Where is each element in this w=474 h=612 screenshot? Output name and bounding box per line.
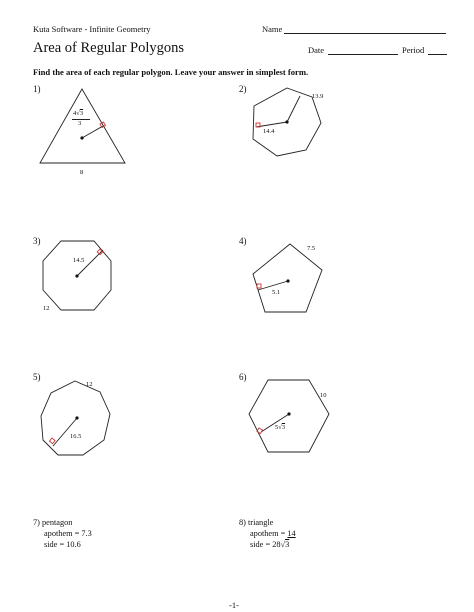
problem-number: 3): [33, 236, 41, 246]
side-label: 10: [320, 392, 327, 399]
radical-sign: √: [280, 540, 286, 549]
problem-number: 2): [239, 84, 247, 94]
apothem-text-label: apothem =: [250, 529, 288, 538]
center-point: [75, 274, 78, 277]
period-label: Period: [402, 45, 425, 55]
apothem-segment: [82, 126, 103, 138]
shape-name: pentagon: [42, 518, 73, 527]
apothem-coefficient: 5: [275, 424, 279, 431]
apothem-label: 14.4: [263, 128, 275, 135]
problem-8-apothem: [250, 529, 296, 538]
side-label: 7.5: [307, 245, 316, 252]
center-point: [80, 136, 83, 139]
right-angle-marker: [49, 438, 55, 444]
problem-8-shape: [239, 518, 273, 527]
triangle-figure: [40, 89, 125, 163]
problem-number: 6): [239, 372, 247, 382]
apothem-text-label: apothem =: [44, 529, 82, 538]
date-label: Date: [308, 45, 325, 55]
side-text-label: side =: [44, 540, 67, 549]
apothem-segment: [256, 122, 287, 127]
name-label: Name: [262, 24, 283, 34]
shape-name: triangle: [248, 518, 274, 527]
problem-number: 8): [239, 518, 246, 527]
side-label: 12: [86, 381, 93, 388]
apothem-value: 7.3: [81, 529, 92, 538]
hexagon-outline: [249, 380, 329, 452]
radical-sign: √: [278, 424, 282, 431]
apothem-denominator: 3: [78, 120, 82, 127]
worksheet-title: Area of Regular Polygons: [33, 40, 185, 56]
apothem-segment: [53, 418, 77, 446]
page-number: -1-: [229, 600, 239, 610]
problem-number: 1): [33, 84, 41, 94]
problem-number: 5): [33, 372, 41, 382]
apothem-value: 14: [287, 529, 296, 538]
triangle-outline: [40, 89, 125, 163]
problem-number: 7): [33, 518, 40, 527]
radius-label: 14.5: [73, 257, 85, 264]
side-coefficient: 28: [272, 540, 281, 549]
problem-8-side: [250, 540, 289, 549]
hexagon-figure: [249, 380, 329, 452]
radical-sign: √: [76, 110, 80, 117]
side-label: 13.9: [312, 93, 324, 100]
pentagon-outline: [253, 244, 322, 312]
apothem-label: 16.5: [70, 433, 82, 440]
apothem-radicand: 3: [281, 424, 286, 431]
side-label: 8: [80, 169, 84, 176]
problem-7-apothem: [44, 529, 92, 538]
side-value: 10.6: [66, 540, 81, 549]
apothem-coefficient: 4: [73, 110, 77, 117]
apothem-radicand: 3: [79, 110, 84, 117]
radius-segment: [287, 96, 300, 122]
problem-number: 4): [239, 236, 247, 246]
apothem-label: [73, 110, 83, 117]
pentagon-figure: [253, 244, 322, 312]
center-point: [286, 279, 289, 282]
side-radicand: 3: [285, 540, 290, 549]
center-point: [75, 416, 78, 419]
center-point: [285, 120, 288, 123]
problem-7-shape: [33, 518, 72, 527]
center-point: [287, 412, 290, 415]
instructions: Find the area of each regular polygon. Leave your answer in simplest form.: [33, 67, 309, 77]
side-text-label: side =: [250, 540, 273, 549]
publisher-label: Kuta Software - Infinite Geometry: [33, 24, 151, 34]
problem-7-side: [44, 540, 81, 549]
apothem-label: [275, 424, 285, 431]
apothem-label: 5.1: [272, 289, 281, 296]
side-label: 12: [43, 305, 50, 312]
